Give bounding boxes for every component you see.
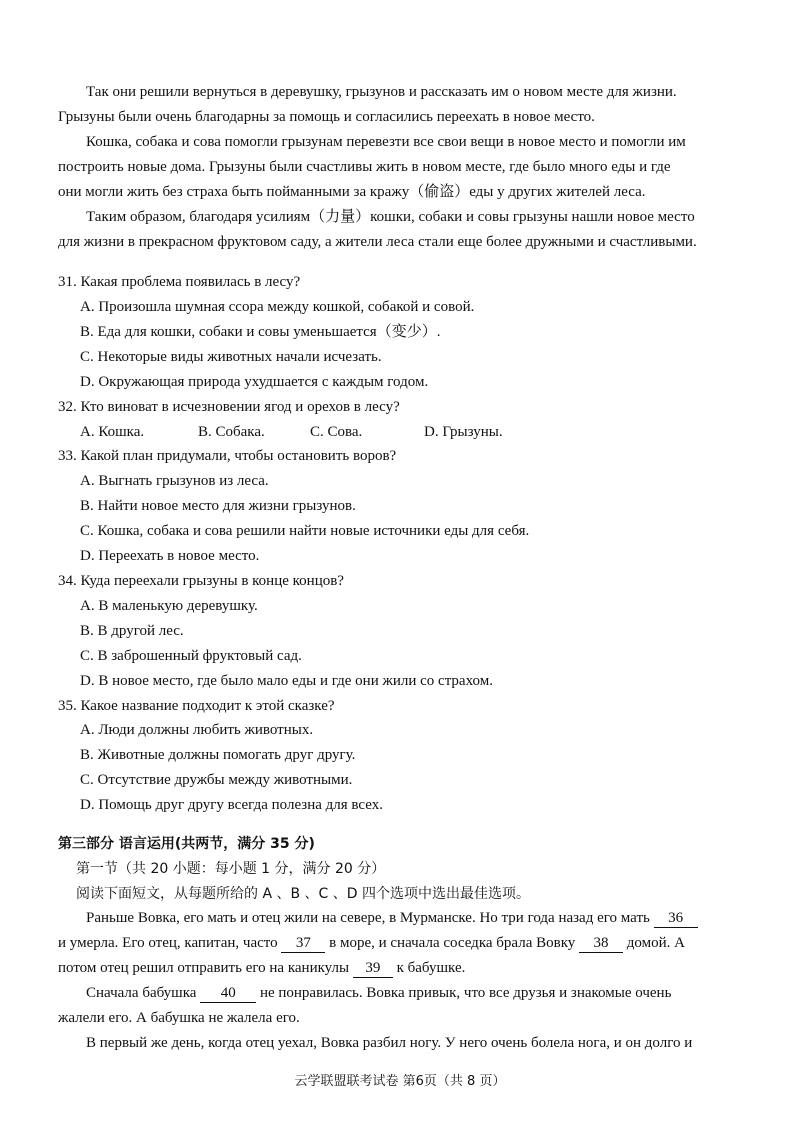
blank-37: 37 (281, 935, 325, 953)
cloze-line-4-text-a: Сначала бабушка (86, 985, 197, 1001)
cloze-line-3 (58, 958, 465, 978)
cloze-line-5: жалели его. А бабушка не жалела его. (58, 1010, 300, 1026)
blank-36: 36 (654, 910, 698, 928)
question-31-option-b: B. Еда для кошки, собаки и совы уменьшается（变少）. (80, 324, 441, 340)
cloze-line-2-text-b: в море, и сначала соседка брала Вовку (329, 935, 576, 951)
cloze-line-1 (86, 908, 698, 928)
question-33-stem: 33. Какой план придумали, чтобы остановить воров? (58, 448, 397, 464)
cloze-line-2-text-c: домой. А (626, 935, 685, 951)
question-31-stem: 31. Какая проблема появилась в лесу? (58, 274, 301, 290)
question-35-option-a: A. Люди должны любить животных. (80, 722, 314, 738)
question-35-option-b: B. Животные должны помогать друг другу. (80, 747, 356, 763)
question-35-stem: 35. Какое название подходит к этой сказке? (58, 698, 335, 714)
question-32-option-a: A. Кошка. (80, 424, 145, 440)
question-35-option-c: C. Отсутствие дружбы между животными. (80, 772, 353, 788)
section-3-title: 第三部分 语言运用(共两节，满分 35 分) (58, 836, 315, 852)
question-32-option-c: C. Сова. (310, 424, 363, 440)
question-34-stem: 34. Куда переехали грызуны в конце концов? (58, 573, 344, 589)
cloze-line-6: В первый же день, когда отец уехал, Вовка разбил ногу. У него очень болела нога, и он долго и (86, 1035, 693, 1051)
section-3-instruction: 阅读下面短文，从每题所给的 A 、B 、C 、D 四个选项中选出最佳选项。 (76, 886, 530, 902)
story-paragraph-2-line-2: построить новые дома. Грызуны были счастливы жить в новом месте, где было много еды и где (58, 159, 671, 175)
question-34-option-c: C. В заброшенный фруктовый сад. (80, 648, 302, 664)
question-31-option-a: A. Произошла шумная ссора между кошкой, собакой и совой. (80, 299, 475, 315)
question-33-option-d: D. Переехать в новое место. (80, 548, 260, 564)
story-paragraph-2-line-3: они могли жить без страха быть пойманными за кражу（偷盗）еды у других жителей леса. (58, 184, 646, 200)
section-3-subtitle: 第一节（共 20 小题：每小题 1 分，满分 20 分） (76, 861, 386, 877)
cloze-line-2-text-a: и умерла. Его отец, капитан, часто (58, 935, 278, 951)
story-paragraph-3-line-2: для жизни в прекрасном фруктовом саду, а жители леса стали еще более дружными и счастливыми. (58, 234, 697, 250)
question-32-option-b: B. Собака. (198, 424, 265, 440)
page-footer: 云学联盟联考试卷 第6页（共 8 页） (294, 1074, 506, 1089)
question-31-option-c: C. Некоторые виды животных начали исчезать. (80, 349, 382, 365)
question-32-option-d: D. Грызуны. (424, 424, 503, 440)
blank-40: 40 (200, 985, 256, 1003)
question-34-option-d: D. В новое место, где было мало еды и где они жили со страхом. (80, 673, 493, 689)
question-33-option-b: B. Найти новое место для жизни грызунов. (80, 498, 356, 514)
question-34-option-a: A. В маленькую деревушку. (80, 598, 258, 614)
story-paragraph-3-line-1: Таким образом, благодаря усилиям（力量）кошки, собаки и совы грызуны нашли новое место (86, 209, 695, 225)
story-paragraph-1-line-2: Грызуны были очень благодарны за помощь и согласились переехать в новое место. (58, 109, 595, 125)
story-paragraph-1-line-1: Так они решили вернуться в деревушку, грызунов и рассказать им о новом месте для жизни. (86, 84, 677, 100)
question-33-option-a: A. Выгнать грызунов из леса. (80, 473, 269, 489)
question-35-option-d: D. Помощь друг другу всегда полезна для всех. (80, 797, 383, 813)
blank-39: 39 (353, 960, 393, 978)
question-33-option-c: C. Кошка, собака и сова решили найти новые источники еды для себя. (80, 523, 530, 539)
question-34-option-b: B. В другой лес. (80, 623, 184, 639)
cloze-line-4 (86, 983, 671, 1003)
question-32-stem: 32. Кто виноват в исчезновении ягод и орехов в лесу? (58, 399, 400, 415)
cloze-line-3-text-a: потом отец решил отправить его на каникулы (58, 960, 350, 976)
cloze-line-4-text-b: не понравилась. Вовка привык, что все друзья и знакомые очень (259, 985, 672, 1001)
question-31-option-d: D. Окружающая природа ухудшается с каждым годом. (80, 374, 429, 390)
cloze-line-1-text: Раньше Вовка, его мать и отец жили на севере, в Мурманске. Но три года назад его мать (86, 910, 650, 926)
cloze-line-3-text-b: к бабушке. (396, 960, 466, 976)
blank-38: 38 (579, 935, 623, 953)
cloze-line-2 (58, 933, 685, 953)
story-paragraph-2-line-1: Кошка, собака и сова помогли грызунам перевезти все свои вещи в новое место и помогли им (86, 134, 686, 150)
